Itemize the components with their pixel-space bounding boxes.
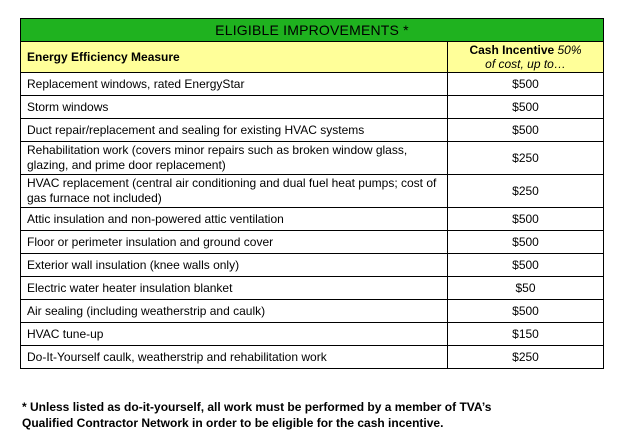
measure-cell: Do-It-Yourself caulk, weatherstrip and rehabilitation work bbox=[21, 346, 448, 369]
table-row bbox=[21, 346, 604, 369]
measure-cell: Duct repair/replacement and sealing for existing HVAC systems bbox=[21, 119, 448, 142]
table-title-row bbox=[21, 19, 604, 42]
amount-cell: $500 bbox=[448, 119, 604, 142]
measure-cell: Air sealing (including weatherstrip and caulk) bbox=[21, 300, 448, 323]
table-row bbox=[21, 300, 604, 323]
amount-cell: $250 bbox=[448, 175, 604, 208]
table-row bbox=[21, 142, 604, 175]
amount-cell: $500 bbox=[448, 73, 604, 96]
table-row bbox=[21, 208, 604, 231]
table-header-row bbox=[21, 42, 604, 73]
table-row bbox=[21, 119, 604, 142]
amount-cell: $250 bbox=[448, 346, 604, 369]
table-row bbox=[21, 175, 604, 208]
amount-cell: $500 bbox=[448, 96, 604, 119]
measure-cell: Storm windows bbox=[21, 96, 448, 119]
table-row bbox=[21, 73, 604, 96]
table-row bbox=[21, 231, 604, 254]
measure-cell: Attic insulation and non-powered attic ventilation bbox=[21, 208, 448, 231]
measure-column-header: Energy Efficiency Measure bbox=[21, 42, 448, 73]
amount-cell: $250 bbox=[448, 142, 604, 175]
cash-incentive-label: Cash Incentive bbox=[469, 43, 555, 57]
footnote bbox=[22, 399, 612, 431]
table-row bbox=[21, 277, 604, 300]
cash-incentive-column-header bbox=[448, 42, 604, 73]
eligible-improvements-table bbox=[20, 18, 604, 369]
table-row bbox=[21, 254, 604, 277]
cash-incentive-cap-note: of cost, up to… bbox=[485, 57, 566, 71]
measure-cell: Floor or perimeter insulation and ground cover bbox=[21, 231, 448, 254]
amount-cell: $500 bbox=[448, 300, 604, 323]
table-title: ELIGIBLE IMPROVEMENTS * bbox=[21, 19, 604, 42]
measure-cell: Rehabilitation work (covers minor repairs such as broken window glass, glazing, and prime door replacement) bbox=[21, 142, 448, 175]
footnote-line-1: * Unless listed as do-it-yourself, all work must be performed by a member of TVA’s bbox=[22, 400, 492, 414]
measure-cell: HVAC tune-up bbox=[21, 323, 448, 346]
improvements-table-wrapper bbox=[20, 18, 603, 369]
table-row bbox=[21, 96, 604, 119]
table-row bbox=[21, 323, 604, 346]
measure-cell: Electric water heater insulation blanket bbox=[21, 277, 448, 300]
amount-cell: $500 bbox=[448, 208, 604, 231]
cash-incentive-percent: 50% bbox=[554, 43, 582, 57]
footnote-line-2: Qualified Contractor Network in order to be eligible for the cash incentive. bbox=[22, 416, 444, 430]
amount-cell: $500 bbox=[448, 231, 604, 254]
amount-cell: $50 bbox=[448, 277, 604, 300]
measure-cell: HVAC replacement (central air conditioning and dual fuel heat pumps; cost of gas furnace not included) bbox=[21, 175, 448, 208]
amount-cell: $500 bbox=[448, 254, 604, 277]
measure-cell: Replacement windows, rated EnergyStar bbox=[21, 73, 448, 96]
amount-cell: $150 bbox=[448, 323, 604, 346]
measure-cell: Exterior wall insulation (knee walls only) bbox=[21, 254, 448, 277]
